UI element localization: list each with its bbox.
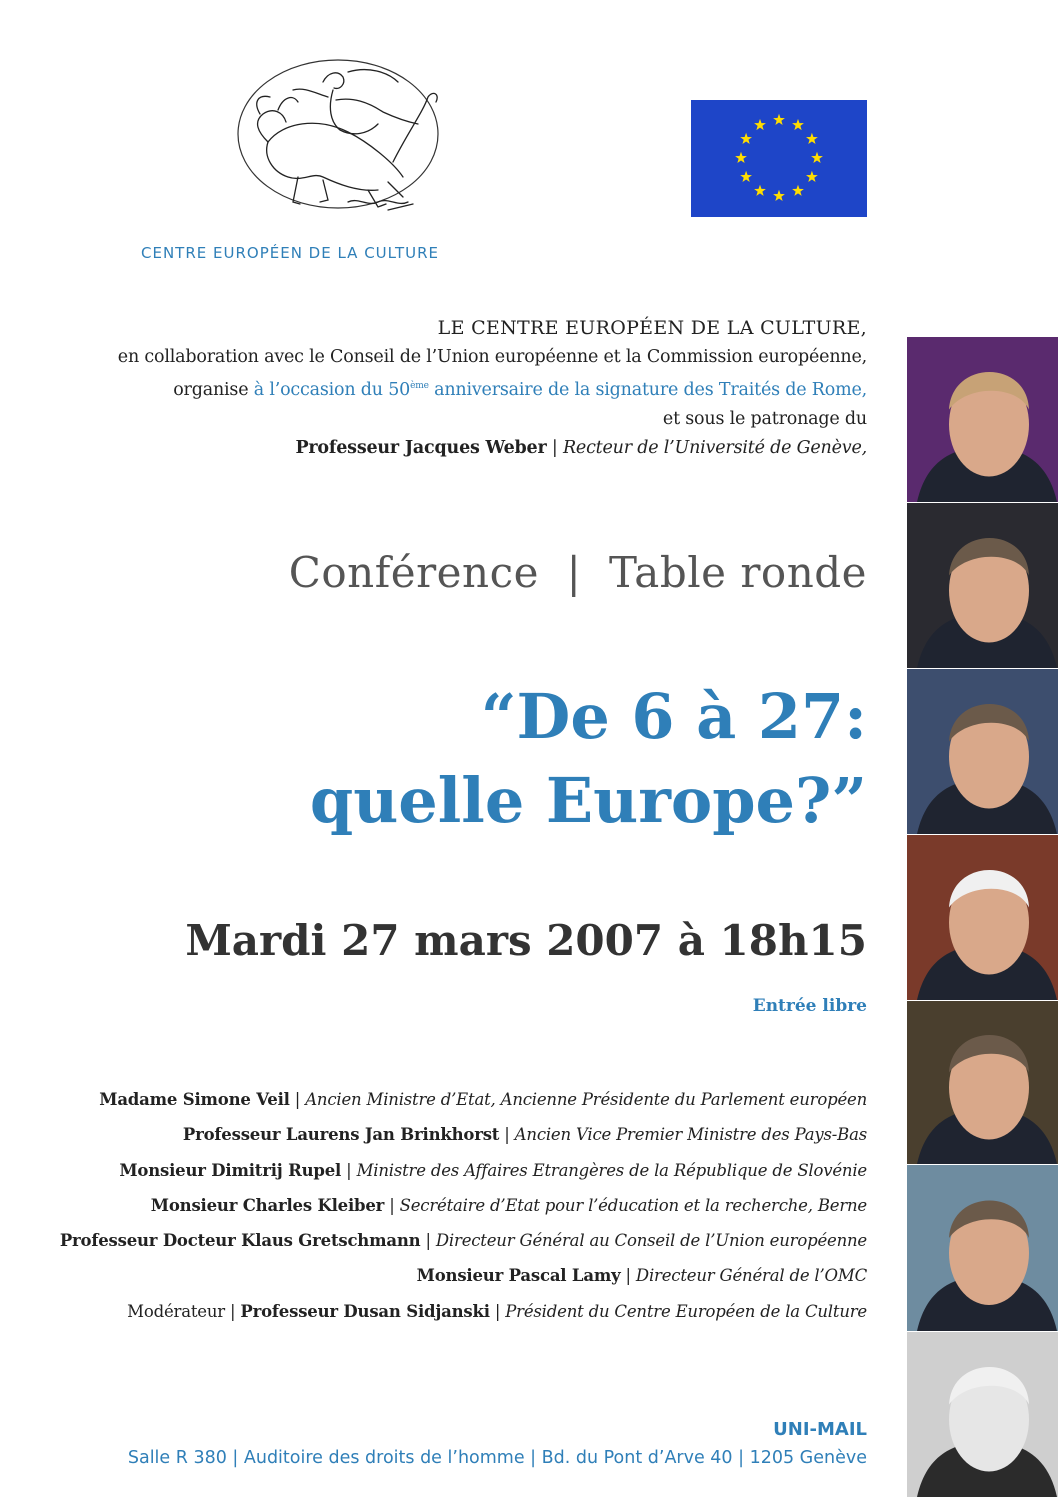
eu-star-icon	[806, 171, 818, 182]
intro-line-4: et sous le patronage du	[662, 408, 867, 429]
speaker-row	[27, 1153, 867, 1188]
portrait-silhouette-icon	[907, 337, 1058, 502]
intro-line-3-sup: ème	[410, 381, 429, 391]
speaker-separator: |	[384, 1195, 400, 1215]
intro-line-3-occasion: à l’occasion du 50	[253, 379, 411, 400]
speaker-separator: |	[620, 1266, 636, 1286]
speaker-title: Secrétaire d’Etat pour l’éducation et la recherche, Berne	[399, 1195, 867, 1215]
entry-free-label: Entrée libre	[752, 996, 867, 1016]
speaker-separator: |	[489, 1301, 506, 1321]
speaker-separator: |	[341, 1160, 357, 1180]
portrait-photo	[907, 669, 1058, 834]
speaker-row	[27, 1082, 867, 1117]
portrait-silhouette-icon	[907, 503, 1058, 668]
organization-name: CENTRE EUROPÉEN DE LA CULTURE	[141, 244, 439, 262]
event-title-line-2: quelle Europe?”	[309, 764, 867, 837]
intro-line-1: LE CENTRE EUROPÉEN DE LA CULTURE,	[437, 317, 867, 339]
portrait-photo	[907, 503, 1058, 668]
portrait-photo	[907, 1001, 1058, 1164]
event-title	[107, 675, 867, 843]
speaker-row	[27, 1117, 867, 1152]
eu-star-icon	[792, 185, 804, 196]
portrait-photo	[907, 337, 1058, 502]
speaker-name: Professeur Dusan Sidjanski	[240, 1301, 490, 1321]
speaker-list	[27, 1082, 867, 1329]
eu-flag-stars	[691, 100, 867, 217]
speaker-name: Monsieur Charles Kleiber	[150, 1195, 385, 1215]
eu-star-icon	[754, 185, 766, 196]
eu-star-icon	[740, 171, 752, 182]
event-date: Mardi 27 mars 2007 à 18h15	[185, 916, 867, 965]
intro-line-3-anniversary: anniversaire de la signature des Traités de Rome,	[428, 379, 867, 400]
eu-star-icon	[740, 133, 752, 144]
speaker-title: Ancien Vice Premier Ministre des Pays-Bas	[514, 1125, 867, 1145]
eu-star-icon	[735, 152, 747, 163]
speaker-row	[27, 1258, 867, 1293]
eu-star-icon	[773, 190, 785, 201]
speaker-title: Ancien Ministre d’Etat, Ancienne Présidente du Parlement européen	[305, 1090, 867, 1109]
speaker-name: Madame Simone Veil	[99, 1090, 290, 1109]
eu-star-icon	[811, 152, 823, 163]
speaker-title: Ministre des Affaires Etrangères de la République de Slovénie	[356, 1160, 867, 1180]
intro-line-2: en collaboration avec le Conseil de l’Union européenne et la Commission européenne,	[117, 347, 867, 367]
eu-star-icon	[792, 119, 804, 130]
speaker-prefix: Modérateur |	[127, 1301, 241, 1321]
intro-line-3	[47, 372, 867, 405]
intro-block	[47, 314, 867, 463]
speaker-separator: |	[420, 1231, 436, 1251]
patron-title: Recteur de l’Université de Genève,	[562, 437, 867, 458]
speaker-title: Directeur Général de l’OMC	[635, 1266, 867, 1286]
portrait-silhouette-icon	[907, 1332, 1058, 1497]
portrait-photo	[907, 1165, 1058, 1331]
eu-star-icon	[806, 133, 818, 144]
speaker-name: Professeur Docteur Klaus Gretschmann	[59, 1231, 421, 1251]
event-title-line-1: “De 6 à 27:	[480, 680, 867, 753]
portrait-photo	[907, 1332, 1058, 1497]
patron-line	[47, 434, 867, 463]
speaker-name: Monsieur Dimitrij Rupel	[119, 1160, 342, 1180]
speaker-name: Professeur Laurens Jan Brinkhorst	[182, 1125, 500, 1145]
intro-line-3-prefix: organise	[173, 379, 254, 400]
speaker-row-moderator	[27, 1294, 867, 1329]
portrait-silhouette-icon	[907, 669, 1058, 834]
portrait-silhouette-icon	[907, 1001, 1058, 1164]
eu-flag-icon	[691, 100, 867, 217]
speaker-separator: |	[289, 1090, 306, 1109]
eu-star-icon	[754, 119, 766, 130]
speaker-title: Président du Centre Européen de la Culture	[505, 1301, 867, 1321]
venue-address: Salle R 380 | Auditoire des droits de l’homme | Bd. du Pont d’Arve 40 | 1205 Genève	[127, 1448, 867, 1468]
speaker-title: Directeur Général au Conseil de l’Union européenne	[435, 1231, 867, 1251]
speaker-row	[27, 1223, 867, 1258]
event-type: Conférence | Table ronde	[288, 548, 867, 597]
portrait-photo	[907, 835, 1058, 1000]
speaker-row	[27, 1188, 867, 1223]
europa-bull-logo	[228, 52, 448, 232]
venue-name: UNI-MAIL	[773, 1419, 867, 1440]
speaker-name: Monsieur Pascal Lamy	[416, 1266, 621, 1286]
speaker-separator: |	[499, 1125, 515, 1145]
portrait-silhouette-icon	[907, 835, 1058, 1000]
europa-bull-logo-icon	[228, 52, 448, 232]
patron-name: Professeur Jacques Weber	[295, 437, 547, 458]
patron-separator: |	[546, 437, 563, 458]
eu-star-icon	[773, 114, 785, 125]
portrait-silhouette-icon	[907, 1165, 1058, 1331]
